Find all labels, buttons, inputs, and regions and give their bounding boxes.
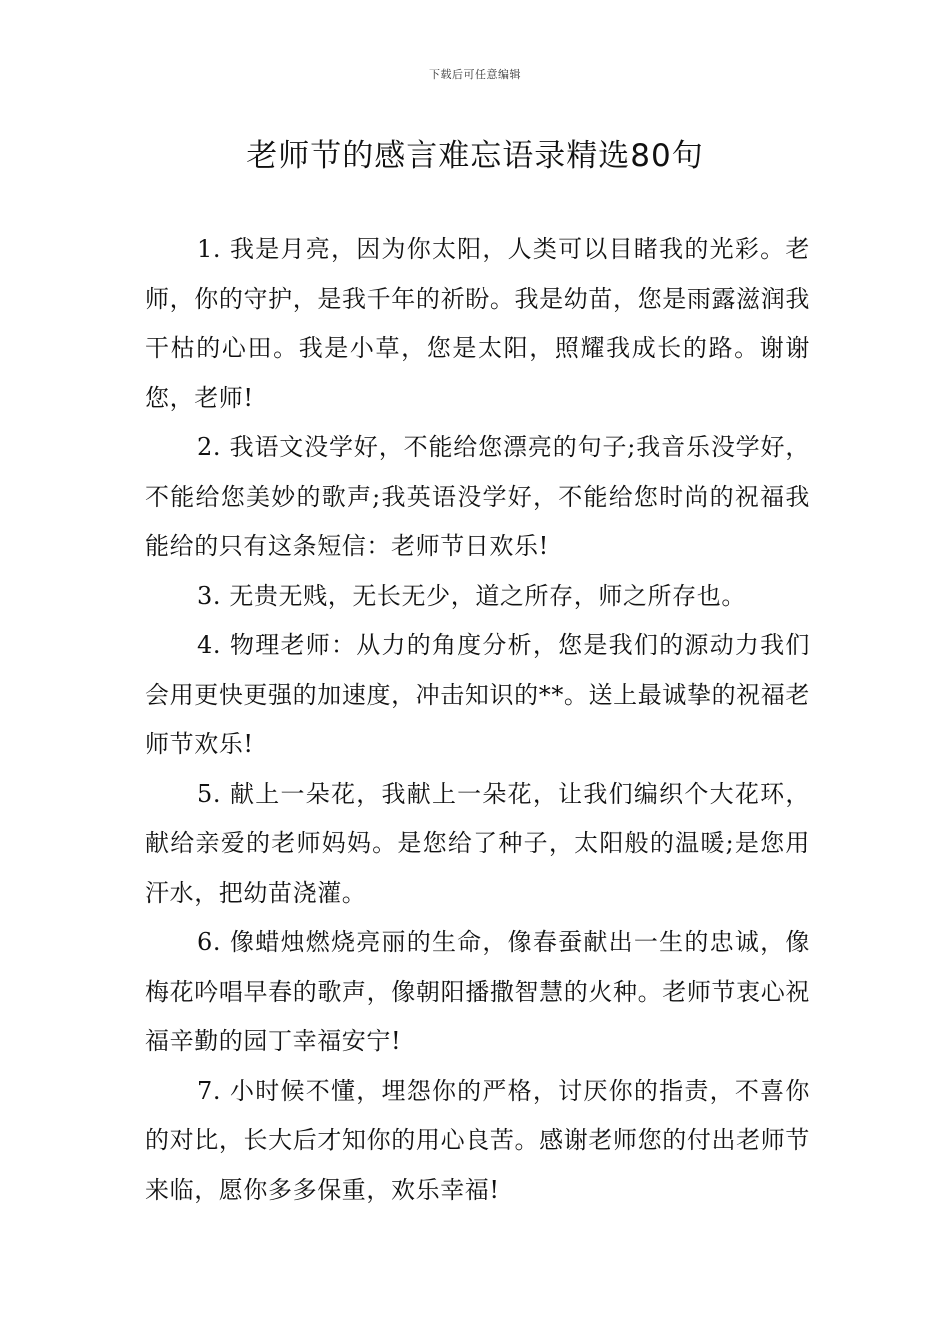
document-body — [145, 225, 810, 1215]
paragraph-6: 6. 像蜡烛燃烧亮丽的生命，像春蚕献出一生的忠诚，像梅花吟唱早春的歌声，像朝阳播撒智慧的火种。老师节衷心祝福辛勤的园丁幸福安宁! — [145, 928, 810, 1055]
paragraph-4: 4. 物理老师：从力的角度分析，您是我们的源动力我们会用更快更强的加速度，冲击知识的**。送上最诚挚的祝福老师节欢乐! — [145, 631, 810, 758]
document-title: 老师节的感言难忘语录精选80句 — [246, 138, 704, 174]
paragraph-7: 7. 小时候不懂，埋怨你的严格，讨厌你的指责，不喜你的对比，长大后才知你的用心良苦。感谢老师您的付出老师节来临，愿你多多保重，欢乐幸福! — [145, 1076, 810, 1204]
paragraph-3: 3. 无贵无贱，无长无少，道之所存，师之所存也。 — [197, 581, 746, 610]
paragraph-2: 2. 我语文没学好，不能给您漂亮的句子;我音乐没学好，不能给您美妙的歌声;我英语没学好，不能给您时尚的祝福我能给的只有这条短信：老师节日欢乐! — [145, 433, 810, 560]
paragraph-1: 1. 我是月亮，因为你太阳，人类可以目睹我的光彩。老师，你的守护，是我千年的祈盼。我是幼苗，您是雨露滋润我干枯的心田。我是小草，您是太阳，照耀我成长的路。谢谢您，老师! — [145, 235, 810, 412]
paragraph-5: 5. 献上一朵花，我献上一朵花，让我们编织个大花环，献给亲爱的老师妈妈。是您给了种子，太阳般的温暖;是您用汗水，把幼苗浇灌。 — [145, 779, 810, 907]
header-note: 下载后可任意编辑 — [429, 68, 521, 81]
